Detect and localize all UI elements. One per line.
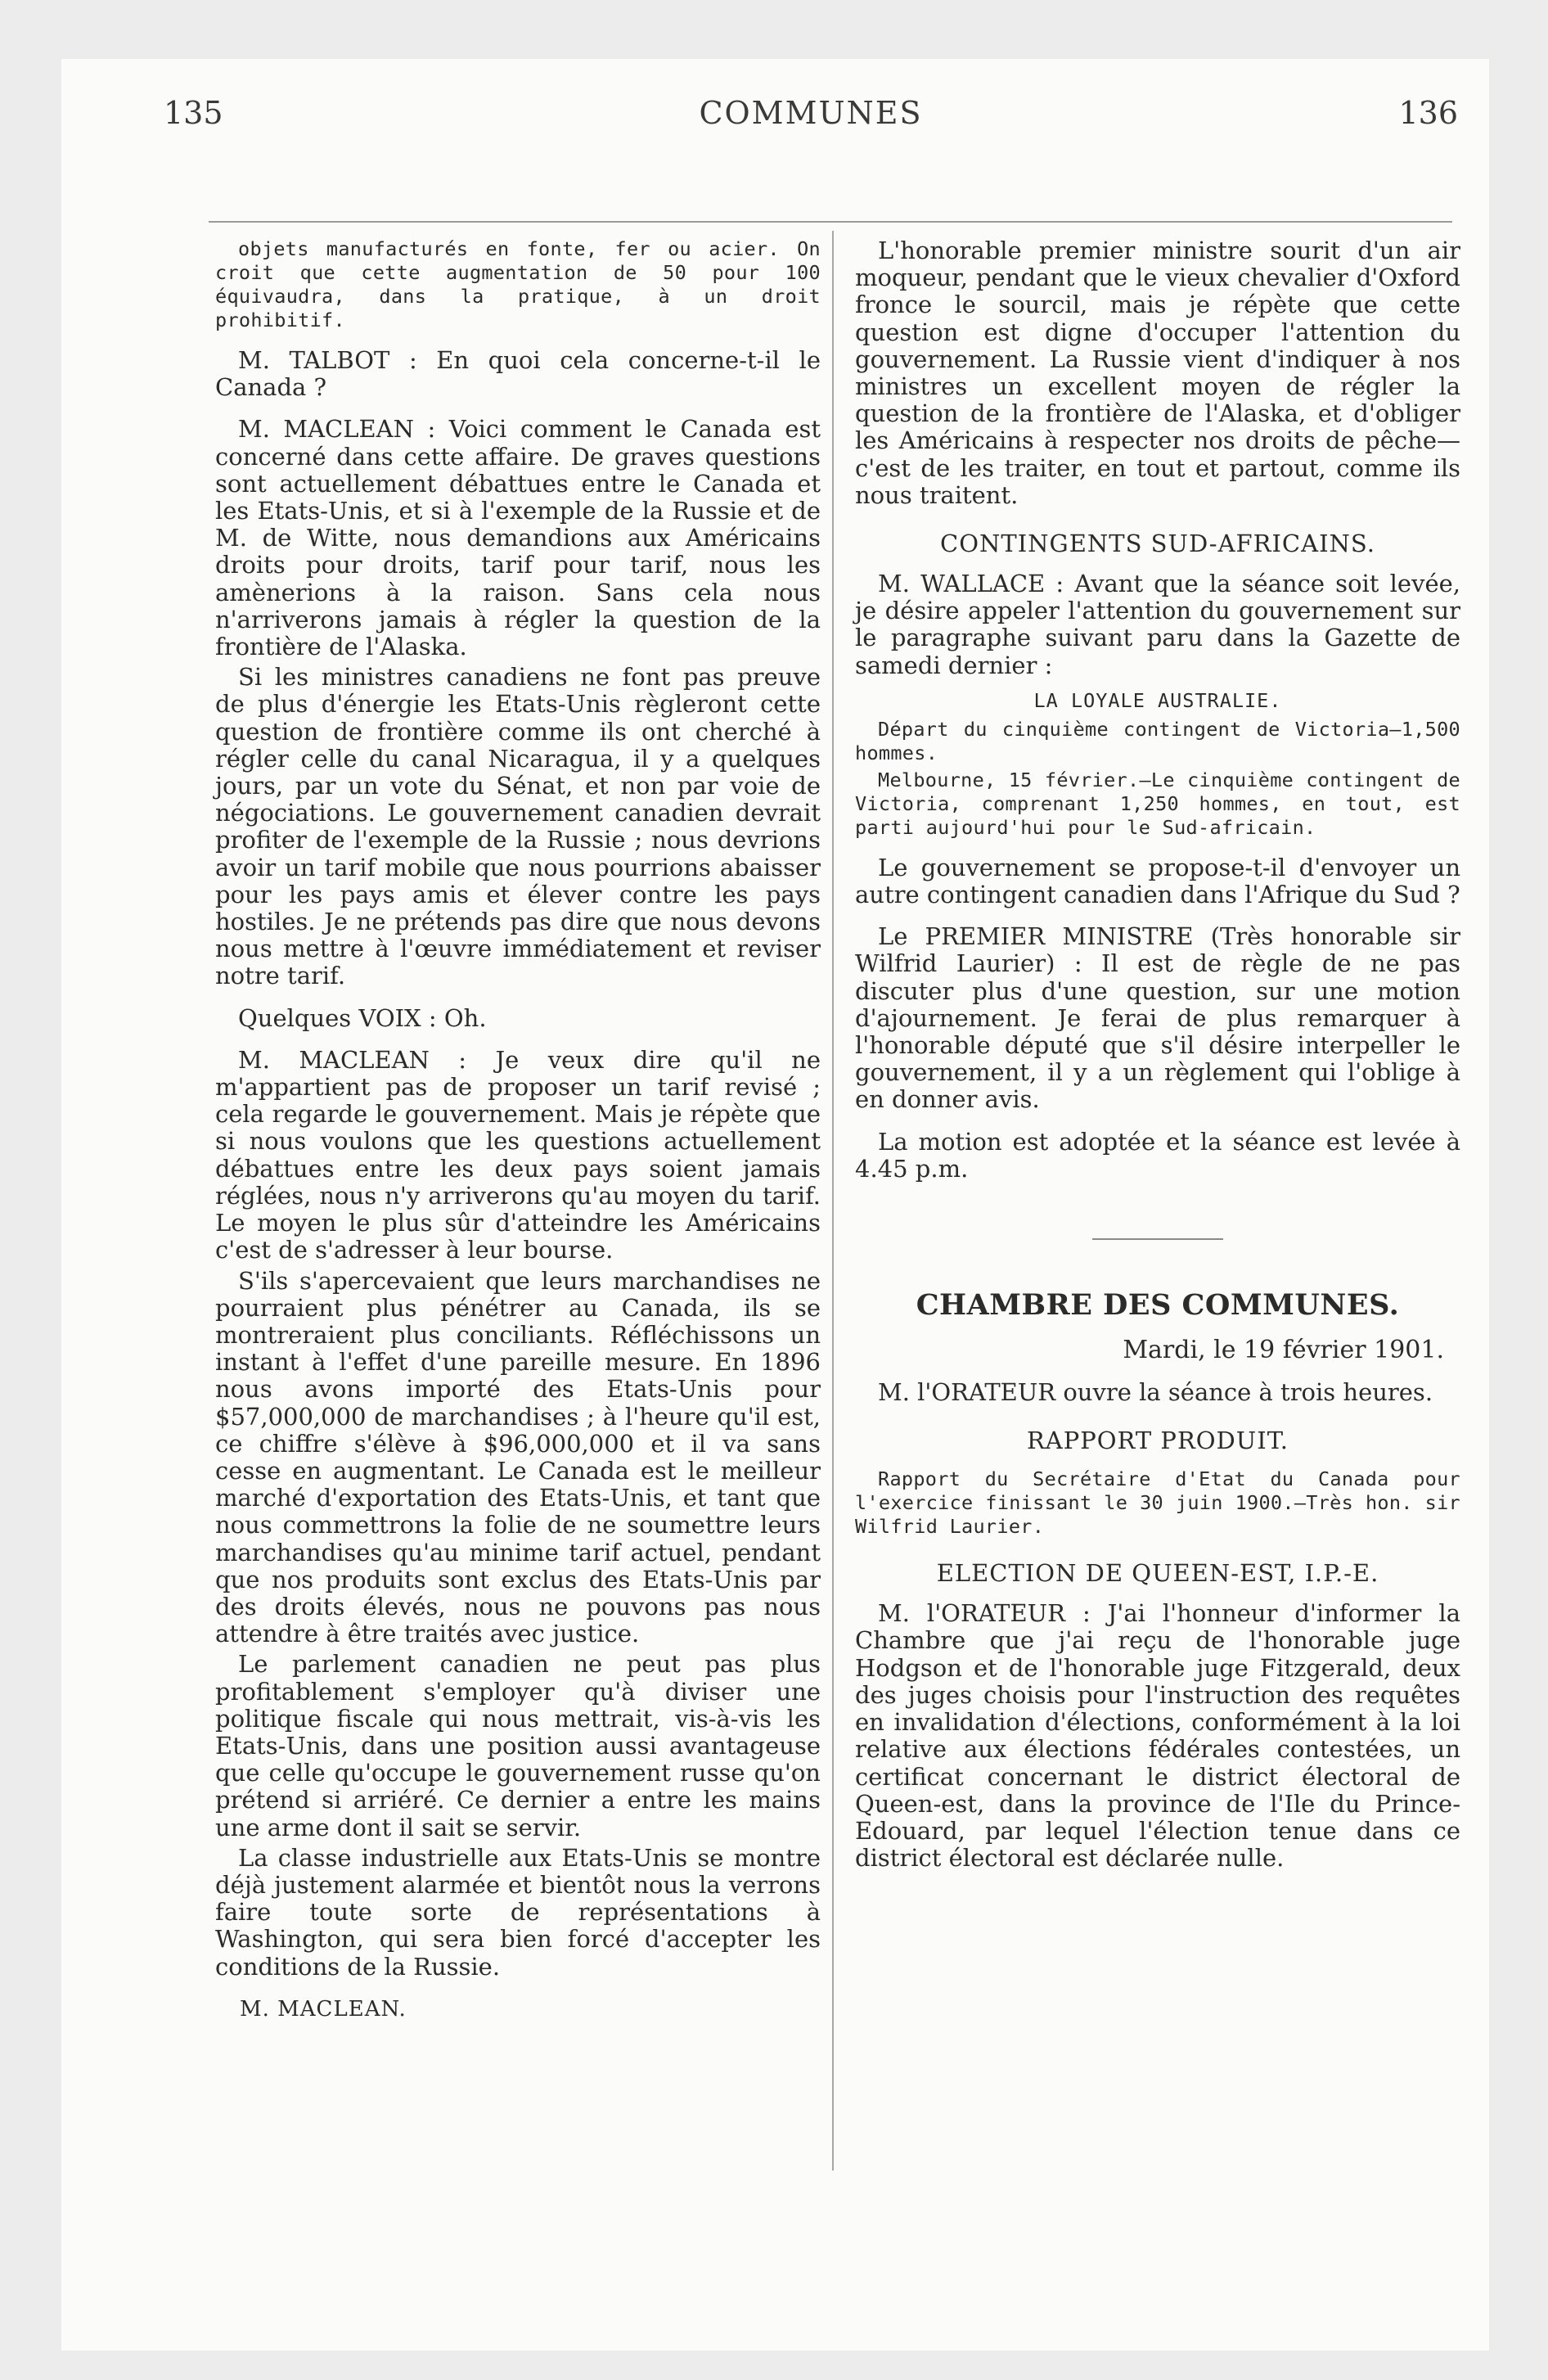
right-paragraph-6: M. l'ORATEUR ouvre la séance à trois heures. [878,1378,1433,1407]
left-paragraph-6: M. MACLEAN : Je veux dire qu'il ne m'appartient pas de proposer un tarif revisé ; cela regarde le gouvernement. Mais je répète que si nous voulons que les questions actuellement débattues entre les deux pays soient jamais réglées, nous n'y arriverons qu'au moyen du tarif. Le moyen le plus sûr d'atteindre les Américains c'est de s'adresser à leur bourse. [215,1045,821,1264]
column-divider [832,231,834,2170]
spacer [855,843,1460,854]
right-column [855,237,1460,1875]
running-head [164,95,1458,144]
spacer [215,336,821,347]
section-heading-election: ELECTION DE QUEEN-EST, I.P.-E. [936,1559,1379,1588]
section-heading-contingents: CONTINGENTS SUD-AFRICAINS. [940,530,1375,558]
left-paragraph-7: S'ils s'apercevaient que leurs marchandises ne pourraient plus pénétrer au Canada, ils se montreraient plus conciliants. Réfléchissons un instant à l'effet d'une pareille mesure. En 1896 nous avons importé des Etats-Unis pour $57,000,000 de marchandises ; à l'heure qu'il est, ce chiffre s'élève à $96,000,000 et il va sans cesse en augmentant. Le Canada est le meilleur marché d'exportation des Etats-Unis, et tant que nous commettrons la folie de ne soumettre leurs marchandises qu'au minime tarif actuel, pendant que nos produits sont exclus des Etats-Unis par des droits élevés, nous ne pouvons pas nous attendre à être traités avec justice. [215,1266,821,1648]
left-paragraph-8: Le parlement canadien ne peut pas plus profitablement s'employer qu'à diviser une politique fiscale qui nous mettrait, vis-à-vis les Etats-Unis, dans une position aussi avantageuse que celle qu'occupe le gouvernement russe qu'on prétend si arriéré. Ce dernier a entre les mains une arme dont il sait se servir. [215,1650,821,1841]
spacer [215,1035,821,1047]
signature: M. MACLEAN. [240,1996,407,2022]
right-paragraph-5: La motion est adoptée et la séance est levée à 4.45 p.m. [855,1127,1460,1183]
right-paragraph-4: Le PREMIER MINISTRE (Très honorable sir Wilfrid Laurier) : Il est de règle de ne pas discuter plus d'une question, sur une motion d'ajournement. Je ferai de plus remarquer à l'honorable député que s'il désire interpeller le gouvernement, il y a un règlement qui l'oblige à en donner avis. [855,922,1460,1114]
right-paragraph-1: L'honorable premier ministre sourit d'un air moqueur, pendant que le vieux chevalier d'Oxford fronce le sourcil, mais je répète que cette question est digne d'occuper l'attention du gouvernement. La Russie vient d'indiquer à nos ministres un excellent moyen de régler la question de la frontière de l'Alaska, et d'obliger les Américains à respecter nos droits de pêche—c'est de les traiter, en tout et partout, comme ils nous traitent. [855,237,1460,509]
right-paragraph-3: Le gouvernement se propose-t-il d'envoyer un autre contingent canadien dans l'Afrique du Sud ? [855,853,1460,909]
session-date: Mardi, le 19 février 1901. [1123,1336,1444,1365]
page-number-right: 136 [1398,95,1458,131]
page-number-left: 135 [164,95,223,131]
header-rule [209,221,1452,223]
chamber-title: CHAMBRE DES COMMUNES. [916,1288,1400,1323]
left-paragraph-3: M. MACLEAN : Voici comment le Canada est concerné dans cette affaire. De graves questions sont actuellement débattues entre le Canada et les Etats-Unis, et si à l'exemple de la Russie et de M. de Witte, nous demandions aux Américains droits pour droits, tarif pour tarif, nous les amènerions à la raison. Sans cela nous n'arriverons jamais à régler la question de la frontière de l'Alaska. [215,415,821,661]
section-heading-rapport: RAPPORT PRODUIT. [1026,1427,1289,1455]
left-paragraph-4: Si les ministres canadiens ne font pas preuve de plus d'énergie les Etats-Unis règleront cette question de frontière comme ils ont cherché à régler celle du canal Nicaragua, il y a quelques jours, par un vote du Sénat, et non par voie de négociations. Le gouvernement canadien devrait profiter de l'exemple de la Russie ; nous devrions avoir un tarif mobile que nous pourrions abaisser pour les pays amis et élever contre les pays hostiles. Je ne prétends pas dire que nous devons nous mettre à l'œuvre immédiatement et reviser notre tarif. [215,663,821,990]
left-paragraph-1: objets manufacturés en fonte, fer ou acier. On croit que cette augmentation de 50 pour 100 équivaudra, dans la pratique, à un droit prohibitif. [215,237,821,331]
left-column [215,237,821,2022]
spacer [855,1117,1460,1129]
left-paragraph-5: Quelques VOIX : Oh. [238,1003,487,1032]
quote-paragraph-2: Melbourne, 15 février.—Le cinquième contingent de Victoria, comprenant 1,250 hommes, en tout, est parti aujourd'hui pour le Sud-africain. [855,768,1460,839]
quote-paragraph-1: Départ du cinquième contingent de Victoria—1,500 hommes. [855,717,1460,764]
page-title: COMMUNES [699,95,923,131]
left-paragraph-2: M. TALBOT : En quoi cela concerne-t-il le Canada ? [215,346,821,402]
spacer [215,404,821,416]
left-paragraph-9: La classe industrielle aux Etats-Unis se montre déjà justement alarmée et bientôt nous la verrons faire toute sorte de représentations à Washington, qui sera bien forcé d'accepter les conditions de la Russie. [215,1843,821,1981]
quote-heading: LA LOYALE AUSTRALIE. [1033,688,1282,712]
spacer [855,912,1460,923]
spacer [215,994,821,1005]
right-paragraph-8: M. l'ORATEUR : J'ai l'honneur d'informer la Chambre que j'ai reçu de l'honorable juge Hodgson et de l'honorable juge Fitzgerald, deux des juges choisis pour l'instruction des requêtes en invalidation d'élections, conformément à la loi relative aux élections fédérales contestées, un certificat concernant le district électoral de Queen-est, dans la province de l'Ile du Prince-Edouard, par lequel l'élection tenue dans ce district électoral est déclarée nulle. [855,1599,1460,1873]
right-paragraph-7: Rapport du Secrétaire d'Etat du Canada pour l'exercice finissant le 30 juin 1900.—Très hon. sir Wilfrid Laurier. [855,1467,1460,1539]
right-paragraph-2: M. WALLACE : Avant que la séance soit levée, je désire appeler l'attention du gouvernement sur le paragraphe suivant paru dans la Gazette de samedi dernier : [855,570,1460,679]
section-divider [1092,1238,1223,1240]
